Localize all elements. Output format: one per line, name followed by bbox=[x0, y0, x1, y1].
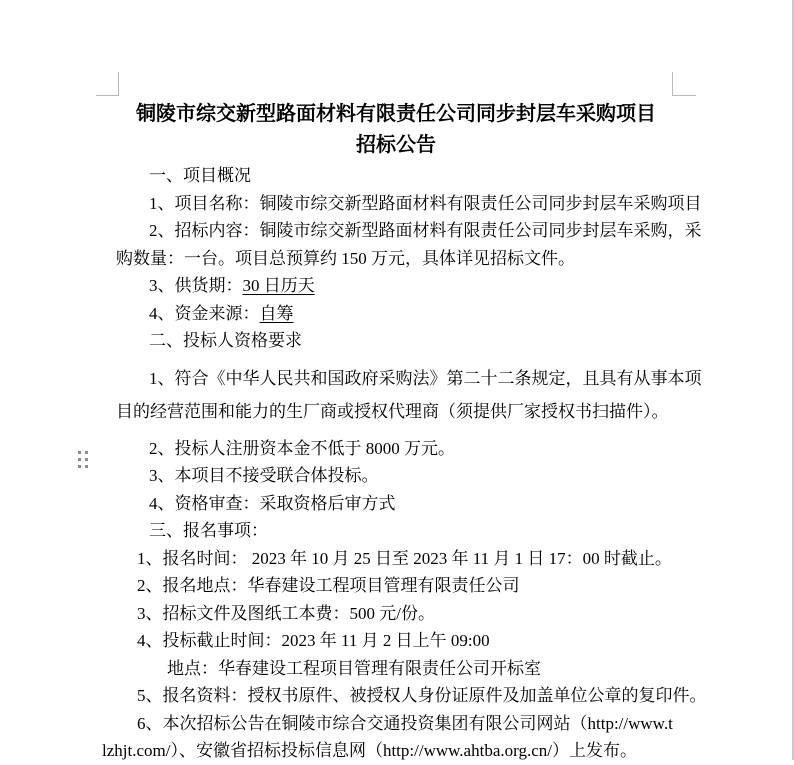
supply-period-line bbox=[116, 272, 676, 300]
tender-content-line-1: 2、招标内容：铜陵市综交新型路面材料有限责任公司同步封层车采购，采 bbox=[149, 221, 702, 240]
supply-period-label: 3、供货期： bbox=[149, 276, 243, 295]
bid-deadline-line: 4、投标截止时间：2023 年 11 月 2 日上午 09:00 bbox=[137, 631, 490, 650]
bid-opening-place-line: 地点：华春建设工程项目管理有限责任公司开标室 bbox=[167, 658, 541, 678]
section-1-heading: 一、项目概况 bbox=[149, 166, 251, 185]
qualification-item-4: 4、资格审查：采取资格后审方式 bbox=[149, 493, 396, 513]
document-body bbox=[102, 162, 707, 765]
section-3-heading: 三、报名事项： bbox=[149, 521, 268, 540]
funding-source-line bbox=[116, 300, 676, 328]
supply-period-value: 30 日历天 bbox=[242, 276, 315, 295]
section-2-heading: 二、投标人资格要求 bbox=[149, 331, 302, 350]
text-boundary-mark-top-left-icon bbox=[96, 72, 119, 96]
document-page bbox=[102, 95, 707, 765]
project-name-line: 1、项目名称：铜陵市综交新型路面材料有限责任公司同步封层车采购项目 bbox=[149, 193, 702, 213]
qualification-item-1-line-1: 1、符合《中华人民共和国政府采购法》第二十二条规定，且具有从事本项 bbox=[149, 368, 702, 388]
document-fee-line: 3、招标文件及图纸工本费：500 元/份。 bbox=[137, 603, 435, 623]
registration-materials-line: 5、报名资料：授权书原件、被授权人身份证原件及加盖单位公章的复印件。 bbox=[137, 686, 707, 705]
text-boundary-mark-top-right-icon bbox=[672, 72, 696, 96]
paragraph-drag-handle-icon[interactable] bbox=[78, 451, 88, 468]
document-title-line-2: 招标公告 bbox=[356, 132, 436, 156]
registration-time-line: 1、报名时间： 2023 年 10 月 25 日至 2023 年 11 月 1 日 17：00 时截止。 bbox=[137, 548, 672, 568]
document-title bbox=[116, 95, 676, 160]
announcement-websites-line-2: lzhjt.com/）、安徽省招标投标信息网（http://www.ahtba.org.cn/）上发布。 bbox=[102, 741, 637, 760]
tender-content-line-2: 购数量：一台。项目总预算约 150 万元，具体详见招标文件。 bbox=[116, 248, 575, 268]
qualification-item-2: 2、投标人注册资本金不低于 8000 万元。 bbox=[149, 438, 455, 458]
qualification-item-1-line-2: 目的经营范围和能力的生厂商或授权代理商（须提供厂家授权书扫描件）。 bbox=[116, 401, 669, 421]
document-title-line-1: 铜陵市综交新型路面材料有限责任公司同步封层车采购项目 bbox=[136, 101, 656, 125]
funding-source-value: 自筹 bbox=[259, 303, 294, 323]
funding-source-label: 4、资金来源： bbox=[149, 303, 260, 323]
registration-place-line: 2、报名地点：华春建设工程项目管理有限责任公司 bbox=[137, 576, 520, 595]
announcement-websites-line-1: 6、本次招标公告在铜陵市综合交通投资集团有限公司网站（http://www.t bbox=[137, 713, 673, 733]
qualification-item-3: 3、本项目不接受联合体投标。 bbox=[149, 466, 379, 485]
